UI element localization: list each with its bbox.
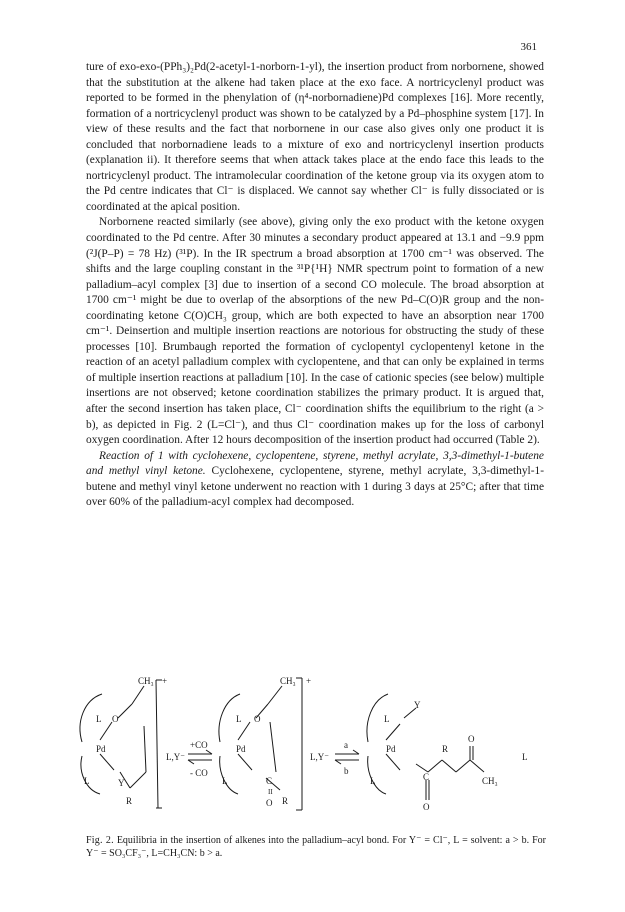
section-lead: Reaction of 1 with cyclohexene, cyclopentene, styrene, methyl acrylate, 3,3-dimethyl-1-butene and methyl vinyl ketone. <box>86 449 544 478</box>
ly-label: L,Y⁻ <box>166 752 185 762</box>
charge-label: + <box>162 676 168 686</box>
ch3-label: CH₃ <box>138 676 154 686</box>
ligand-l-label: L <box>370 776 376 786</box>
anion-y-label: Y <box>118 778 125 788</box>
figure-caption <box>86 834 546 860</box>
ch3-label: CH₃ <box>280 676 296 686</box>
oxygen-label: O <box>468 734 475 744</box>
reaction-scheme-figure <box>70 660 570 830</box>
equilibrium-arrow-2 <box>335 750 359 764</box>
r-label: R <box>442 744 449 754</box>
ligand-l-label: L <box>96 714 102 724</box>
caption-text: Equilibria in the insertion of alkenes into the palladium–acyl bond. For Y⁻ = Cl⁻, L = solvent: a > b. For Y⁻ = SO₃CF₃⁻, L=CH₃CN: b > a. <box>86 835 546 859</box>
minus-co-label: - CO <box>190 768 208 778</box>
ligand-l-label: L <box>236 714 242 724</box>
plus-co-label: +CO <box>190 740 208 750</box>
r-label: R <box>126 796 133 806</box>
caption-label: Fig. 2. <box>86 835 114 846</box>
structure-chelate-2 <box>219 678 302 810</box>
arrow-b-label: b <box>344 766 349 776</box>
pd-label: Pd <box>386 744 396 754</box>
anion-y-label: Y <box>414 700 421 710</box>
oxygen-label: O <box>112 714 119 724</box>
oxygen-label: O <box>266 798 273 808</box>
ligand-l-label: L <box>384 714 390 724</box>
carbon-label: C <box>266 776 273 786</box>
oxygen-label: O <box>254 714 261 724</box>
page-number: 361 <box>520 41 537 53</box>
paragraph: Norbornene reacted similarly (see above), giving only the exo product with the ketone oxygen coordinated to the Pd centre. After 30 minutes a secondary product appeared at 13.1 and −9.9 ppm (²J(P–P) = 78 Hz) (³¹P). In the IR spectrum a broad absorption at 1700 cm⁻¹ was observed. The shifts and the large coupling constant in the ³¹P{¹H} NMR spectrum point to formation of a new palladium–acyl complex [3] due to insertion of a second CO molecule. The broad absorption at 1700 cm⁻¹ might be due to overlap of the absorptions of the new Pd–C(O)R group and the non-coordinating ketone C(O)CH₃ group, which are both expected to have an absorption near 1700 cm⁻¹. Deinsertion and multiple insertion reactions are notorious for obstructing the study of these processes [10]. Brumbaugh reported the formation of cyclopentyl cyclopentenyl ketone in the reaction of an acetyl palladium complex with cyclopentene, and that can only be explained in terms of multiple insertion reactions at palladium [10]. In the case of cationic species (see below) multiple insertions are not observed; ketone coordination stabilizes the primary product. It is argued that, after the second insertion has taken place, Cl⁻ coordination shifts the equilibrium to the right (a > b), as depicted in Fig. 2 (L=Cl⁻), and thus Cl⁻ coordination makes up for the loss of carbonyl oxygen coordination. After 12 hours decomposition of the insertion product had occurred (Table 2). <box>86 216 544 447</box>
article-body <box>86 60 544 511</box>
carbon-label: C <box>423 772 430 782</box>
structure-open-3 <box>367 694 484 800</box>
double-bond-label: II <box>268 788 273 796</box>
paragraph: ture of exo-exo-(PPh₃)₂Pd(2-acetyl-1-norborn-1-yl), the insertion product from norbornene, showed that the substitution at the alkene had taken place at the exo face. A nortricyclenyl product was reported to be formed in the phenylation of (η⁴-norbornadiene)Pd complexes [16]. More recently, formation of a nortricyclenyl product was shown to be catalyzed by a Pd–phosphine system [17]. In view of these results and the fact that norbornene in our case also gives only one product it is concluded that norbornadiene leads to a mixture of exo and nortricyclenyl insertion products (explanation ii). It therefore seems that when attack takes place at the endo face this leads to the nortricyclenyl product. The intramolecular coordination of the ketone group via its oxygen atom to the Pd centre indicates that Cl⁻ is displaced. We cannot say whether Cl⁻ is fully dissociated or is coordinated at the apical position. <box>86 61 544 213</box>
r-label: R <box>282 796 289 806</box>
structure-chelate-1 <box>80 680 162 808</box>
oxygen-label: O <box>423 802 430 812</box>
ligand-l-label: L <box>84 776 90 786</box>
section-paragraph <box>86 449 544 511</box>
ch3-label: CH₃ <box>482 776 498 786</box>
pd-label: Pd <box>96 744 106 754</box>
arrow-a-label: a <box>344 740 348 750</box>
pd-label: Pd <box>236 744 246 754</box>
section-text: Cyclohexene, cyclopentene, styrene, methyl acrylate, 3,3-dimethyl-1-butene and methyl vinyl ketone underwent no reaction with 1 during 3 days at 25°C; after that time over 60% of the palladium-acyl complex had decomposed. <box>86 465 544 509</box>
charge-label: + <box>306 676 312 686</box>
ligand-l-label: L <box>222 776 228 786</box>
equilibrium-arrow-1 <box>188 750 212 764</box>
ly-label: L,Y⁻ <box>310 752 329 762</box>
ligand-l-label: L <box>522 752 528 762</box>
